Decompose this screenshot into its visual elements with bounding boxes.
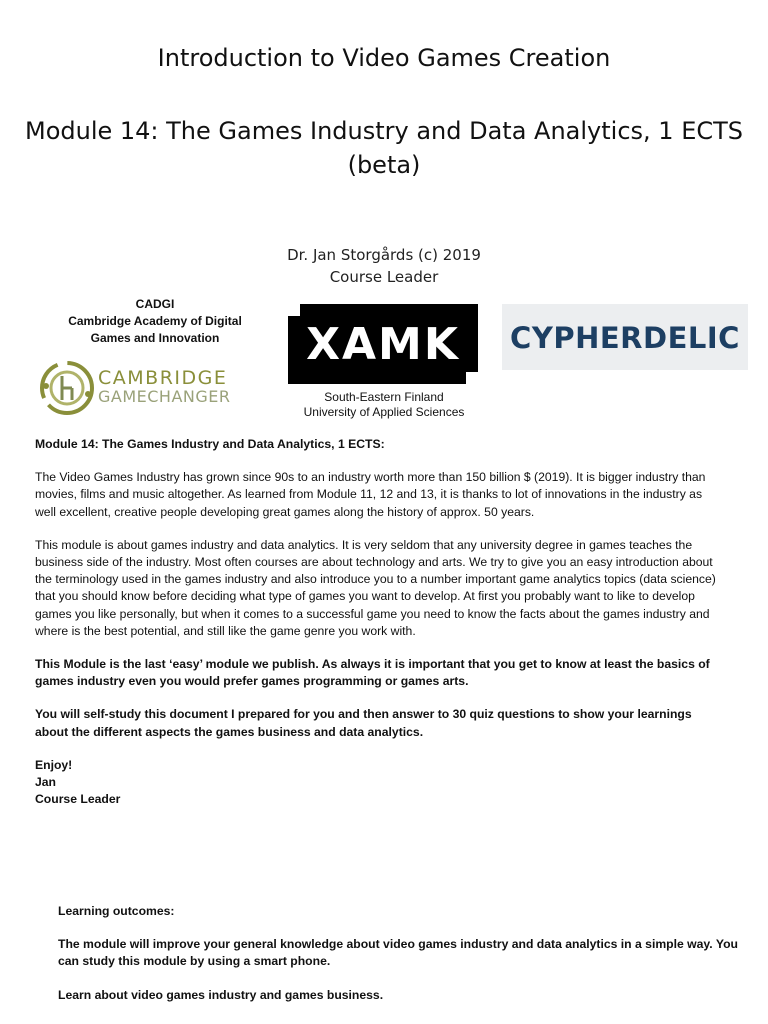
body-paragraph-3: This Module is the last ‘easy’ module we publish. As always it is important that you get to know at least the basics of games industry even you would prefer games programming or games arts. xyxy=(35,657,710,689)
cambridge-word: CAMBRIDGE xyxy=(98,367,228,389)
cypherdelic-wordmark-icon xyxy=(507,312,743,362)
gamechanger-word: GAMECHANGER xyxy=(98,387,231,406)
cambridge-gamechanger-logo xyxy=(38,356,248,425)
body-heading: Module 14: The Games Industry and Data Analytics, 1 ECTS: xyxy=(35,437,385,451)
cypherdelic-logo xyxy=(502,304,748,370)
body-paragraph-1: The Video Games Industry has grown since 90s to an industry worth more than 150 billion $ (2019). It is bigger industry than movies, films and music altogether. As learned from Module 11, 12 and 13, it is thanks to lot of innovations in the industry as well excellent, creative people developing great games along the history of approx. 50 years. xyxy=(35,470,706,519)
author-block xyxy=(0,244,768,288)
signature-name: Jan xyxy=(35,775,57,790)
module-title-line2: (beta) xyxy=(347,151,421,179)
module-title xyxy=(0,114,768,182)
outcomes-heading: Learning outcomes: xyxy=(58,904,175,918)
module-title-line1: Module 14: The Games Industry and Data Analytics, 1 ECTS xyxy=(24,117,744,145)
module-description xyxy=(35,436,725,808)
outcomes-paragraph-1: The module will improve your general knowledge about video games industry and data analytics in a simple way. You can study this module by using a smart phone. xyxy=(58,937,738,969)
xamk-logo xyxy=(288,304,480,420)
xamk-wordmark-box xyxy=(288,304,478,384)
signature xyxy=(35,757,725,809)
xamk-subtitle xyxy=(288,390,480,420)
author-name: Dr. Jan Storgårds (c) 2019 xyxy=(287,246,481,264)
body-paragraph-2: This module is about games industry and data analytics. It is very seldom that any university degree in games teaches the business side of the industry. Most often courses are about technology and arts. We try to give you an easy introduction about the terminology used in the games industry and also introduce you to a number important game analytics topics (data science) that you should know before deciding what type of games you want to develop. At first you probably want to like to develop games you like personally, but when it comes to a successful game you need to know the facts about the games industry and where is the best potential, and still like the game genre you work with. xyxy=(35,537,716,638)
cadgi-name-line1: Cambridge Academy of Digital xyxy=(68,314,242,328)
cadgi-abbr: CADGI xyxy=(135,297,175,311)
author-role: Course Leader xyxy=(329,268,439,286)
cypherdelic-wordmark: CYPHERDELIC xyxy=(510,321,740,355)
cadgi-caption xyxy=(30,296,280,347)
cadgi-name-line2: Games and Innovation xyxy=(90,331,220,345)
signature-role: Course Leader xyxy=(35,792,121,807)
xamk-subtitle-line1: South-Eastern Finland xyxy=(324,390,444,404)
document-title: Introduction to Video Games Creation xyxy=(157,44,611,72)
xamk-wordmark: XAMK xyxy=(306,318,460,370)
body-paragraph-4: You will self-study this document I prepared for you and then answer to 30 quiz questions to show your learnings about the different aspects the games business and data analytics. xyxy=(35,707,692,739)
outcomes-paragraph-2: Learn about video games industry and games business. xyxy=(58,987,384,1002)
signature-enjoy: Enjoy! xyxy=(35,757,73,772)
xamk-subtitle-line2: University of Applied Sciences xyxy=(303,405,465,419)
learning-outcomes xyxy=(58,903,738,1020)
cambridge-emblem-icon xyxy=(38,356,248,420)
